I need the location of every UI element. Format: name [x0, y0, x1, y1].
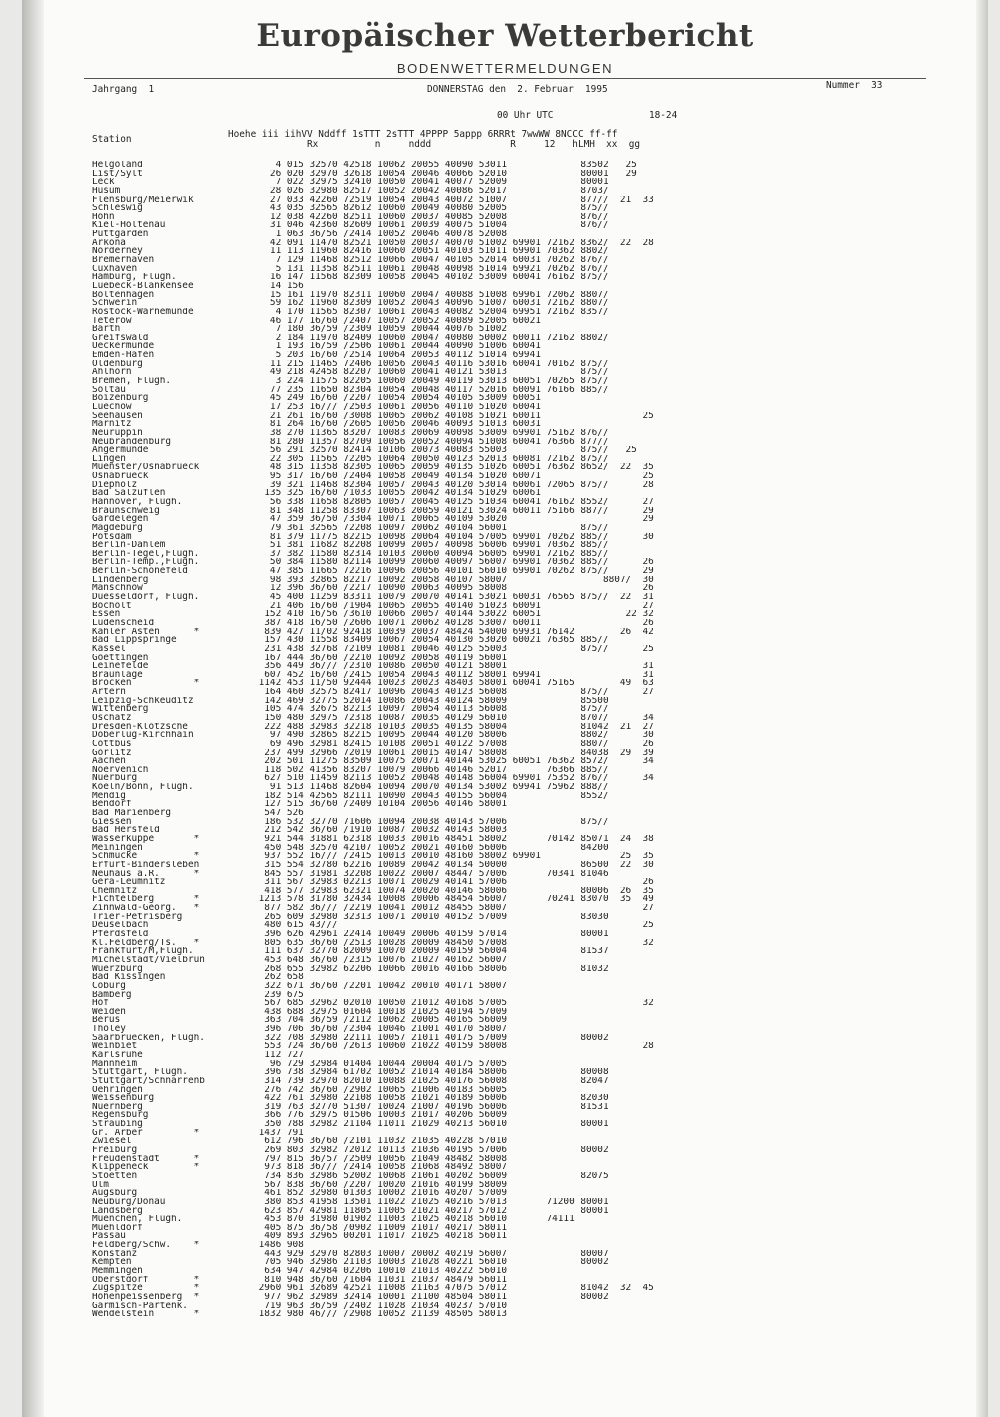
observation-row: 719 963 36/59 /2402 11028 21034 40237 57010 — [253, 1301, 507, 1311]
station-column-header: Station — [92, 134, 132, 145]
station-name: Klippeneck * — [92, 1163, 200, 1172]
observation-row: 95 317 16/60 /2404 10058 20049 40134 51020 60071 25 — [253, 472, 654, 481]
station-name: Koeln/Bonn, Flugh. — [92, 783, 194, 792]
observation-row: 96 729 32984 01404 10044 20004 40175 57005 — [253, 1059, 507, 1069]
observation-row: 22 305 11565 72205 10064 20050 40123 52013 60081 72162 875// — [253, 454, 609, 464]
title-rule — [84, 78, 926, 79]
observation-row: 56 338 11658 82805 10057 20045 40125 51034 60041 76162 8552/ 27 — [253, 497, 654, 507]
station-name: Kassel — [92, 644, 126, 654]
station-name: Bremerhaven — [92, 256, 155, 265]
observation-row: 135 325 16/60 /1033 10055 20042 40134 51029 60061 — [253, 489, 541, 498]
observation-row: 21 406 16/60 /1904 10065 20055 40140 51023 60091 27 — [253, 601, 654, 611]
station-name: Manschnow — [92, 584, 143, 594]
station-name: Bad Salzuflen — [92, 489, 166, 498]
observation-row: 567 838 36/60 /2207 10020 21016 40199 58009 — [253, 1180, 507, 1190]
station-name: Goettingen — [92, 653, 149, 663]
station-name: Pferdsfeld — [92, 930, 149, 939]
observation-row: 16 147 11568 82309 10058 20045 40102 53009 60041 76162 875// — [253, 273, 609, 282]
observation-row: 69 496 32981 82415 10108 20051 40122 57008 8807/ 26 — [253, 739, 654, 749]
observation-row: 42 091 11470 82521 10050 20037 40070 51002 69901 72162 8362/ 22 28 — [253, 238, 654, 248]
station-name: Memmingen — [92, 1267, 143, 1276]
observation-row: 607 452 16/60 /2415 10054 20043 40112 58001 69941 31 — [253, 670, 654, 680]
station-name: Gr. Arber * — [92, 1128, 200, 1138]
observation-row: 46 177 16/60 /2407 10057 20052 40089 52005 60021 — [253, 316, 541, 326]
station-name: Hamburg, Flugh. — [92, 273, 177, 282]
observation-row: 797 815 36/57 /2509 10056 21049 48482 58008 — [253, 1154, 507, 1164]
station-name: Braunlage — [92, 670, 143, 680]
observation-row: 15 161 11970 82311 10060 20047 40088 51008 69961 72062 8807/ — [253, 290, 609, 300]
station-name: Saarbruecken, Flugh. — [92, 1033, 205, 1043]
station-name: Angermünde — [92, 446, 149, 455]
observation-row: 418 577 32983 62321 10074 20020 40146 58006 80006 26 35 — [253, 886, 654, 896]
observation-row: 627 510 11459 82113 10052 20048 40148 56004 69901 75352 876// 34 — [253, 774, 654, 784]
observation-row: 4 015 32570 42518 10062 20055 40090 53011 83502 25 — [253, 161, 637, 170]
station-name: Seehausen — [92, 411, 143, 421]
observation-row: 973 818 36/// /2414 10058 21068 48492 58007 — [253, 1163, 507, 1172]
binding-spine — [22, 0, 44, 1417]
observation-row: 37 382 11580 82314 10103 20060 40094 56005 69901 72162 885// — [253, 549, 609, 559]
observation-row: 396 738 32984 61702 10052 21014 40184 58006 80008 — [253, 1068, 609, 1077]
observation-row: 12 396 36/60 /2217 10090 20063 40095 58008 26 — [253, 584, 654, 594]
station-name: Straubing — [92, 1120, 143, 1129]
station-name: Hannover, Flugh. — [92, 497, 183, 507]
station-name: Lingen — [92, 454, 126, 464]
observation-row: 14 156 — [253, 281, 304, 291]
observation-row: 1486 908 — [253, 1241, 304, 1250]
observation-row: 311 567 32983 02213 10071 20029 40141 57006 26 — [253, 878, 654, 887]
observation-row: 39 321 11468 82304 10057 20043 40120 53014 60061 72065 875// 28 — [253, 480, 654, 490]
observation-row: 105 474 32675 82213 10097 20054 40113 56008 875// — [253, 705, 609, 714]
observation-row: 49 218 42458 82207 10060 20041 40121 53013 875// — [253, 368, 609, 378]
report-page — [22, 0, 988, 1417]
observation-row: 567 685 32962 02010 10050 21012 40168 57005 32 — [253, 999, 654, 1008]
observation-row: 805 635 36/60 /2513 10028 20009 48450 57008 32 — [253, 938, 654, 948]
station-name: Gera-Leumnitz — [92, 878, 166, 887]
station-name: Kiel-Holtenau — [92, 221, 166, 231]
observation-row: 480 615 43/// 25 — [253, 921, 654, 931]
observation-row: 98 393 32865 82217 10092 20058 40107 58007 8807/ 30 — [253, 575, 654, 585]
observation-row: 152 410 16/56 /3610 10066 20057 40144 53022 60051 22 32 — [253, 610, 654, 619]
report-title: Europäischer Wetterbericht — [256, 18, 754, 54]
station-name: Artern — [92, 688, 126, 697]
observation-row: 5 203 16/60 /2514 10064 20053 40112 51014 69941 — [253, 351, 541, 360]
station-name: Schwerin — [92, 299, 138, 308]
station-name: Erfurt-Bindersleben — [92, 860, 200, 870]
observation-row: 21 261 16/60 /3008 10065 20062 40108 51021 60011 25 — [253, 411, 654, 421]
observation-row: 268 655 32982 62206 10066 20016 40166 58006 81032 — [253, 964, 609, 974]
observation-row: 26 020 32970 32618 10054 20046 40066 52010 80001 29 — [253, 169, 637, 179]
observation-row: 47 359 36/50 /3304 10071 20065 40109 53020 29 — [253, 515, 654, 524]
station-name: Trier-Petrisberg — [92, 912, 183, 922]
observation-row: 7 022 32975 32410 10050 20041 40077 52009 80001 — [253, 178, 609, 187]
observation-row: 450 548 32570 42107 10052 20021 40160 56006 84200 — [253, 843, 609, 853]
station-name: Puttgarden — [92, 230, 149, 239]
station-name: Neuruppin — [92, 428, 143, 438]
station-name: Leipzig-Schkeuditz — [92, 696, 194, 706]
observation-row: 45 249 16/60 /2207 10054 20054 40105 53009 60051 — [253, 394, 541, 403]
observation-row: 396 626 42961 22414 10049 20006 40159 57014 80001 — [253, 930, 609, 939]
observation-row: 5 131 11358 82511 10061 20048 40098 51014 69921 70262 876// — [253, 264, 609, 274]
observation-row: 396 706 36/60 /2304 10046 21001 40170 58007 — [253, 1025, 507, 1034]
station-name: Flensburg/Meierwik — [92, 195, 194, 205]
station-name: Garmisch-Partenk. — [92, 1301, 188, 1311]
observation-row: 56 291 32570 82414 10106 20073 40083 55003 875// 25 — [253, 446, 637, 455]
observation-row: 27 033 42260 72519 10054 20043 40072 51007 877// 21 33 — [253, 195, 654, 205]
station-name: Kempten — [92, 1258, 132, 1267]
observation-row: 31 046 42360 82609 10061 20039 40075 51004 876// — [253, 221, 609, 231]
station-name: Freiburg — [92, 1146, 138, 1155]
observation-row: 262 658 — [253, 973, 304, 982]
station-name: Berlin-Tegel,Flugh. — [92, 549, 200, 559]
observation-row: 937 552 16/// /2415 10013 20010 48160 58002 69901 25 35 — [253, 852, 654, 861]
station-name: Bamberg — [92, 990, 132, 1000]
station-name: Bad Lippspringe — [92, 636, 177, 645]
observation-row: 623 857 42981 11805 11005 21021 40217 57012 80001 — [253, 1206, 609, 1216]
station-name: Diepholz — [92, 480, 138, 490]
station-name: Schmücke * — [92, 852, 200, 861]
observation-row: 237 499 32966 72019 10061 20015 40147 58008 84038 29 39 — [253, 748, 654, 758]
observation-row: 202 501 11275 83509 10075 20071 40144 53025 60051 76362 8572/ 34 — [253, 757, 654, 766]
observation-row: 405 875 36/58 /0902 11009 21017 40217 58011 — [253, 1223, 507, 1233]
station-name: Giessen — [92, 817, 132, 827]
station-name: Görlitz — [92, 748, 132, 758]
station-name: Ahlhorn — [92, 368, 132, 378]
observation-row: 4 170 11565 82307 10061 20043 40082 52004 69951 72162 8357/ — [253, 307, 609, 317]
observation-row: 356 449 36/// /2310 10086 20050 40121 58001 31 — [253, 662, 654, 671]
station-name: Chemnitz — [92, 886, 138, 896]
observation-row: 443 929 32970 82803 10007 20002 40219 56007 80007 — [253, 1249, 609, 1259]
observation-row: 50 384 11580 82114 10099 20060 40097 56007 69901 70362 885// 26 — [253, 558, 654, 568]
station-name: Essen — [92, 610, 121, 619]
station-name: Barth — [92, 325, 121, 334]
station-name: Schleswig — [92, 204, 143, 213]
observation-row: 11 215 11465 72406 10056 20043 40116 53016 60041 70162 875// — [253, 359, 609, 369]
observation-row: 45 400 11259 83311 10079 20070 40141 53021 60031 76565 875// 22 31 — [253, 593, 654, 602]
observation-row: 212 542 36/60 /1910 10087 20032 40143 58003 — [253, 826, 507, 835]
station-name: Lindenberg — [92, 575, 149, 585]
station-name: Wasserkuppe * — [92, 834, 200, 844]
station-name: Oehringen — [92, 1085, 143, 1095]
observation-row: 977 962 32989 32414 10001 21100 48504 58011 80002 — [253, 1292, 609, 1302]
observation-row: 81 280 11357 82709 10056 20052 40094 51008 60041 76366 877// — [253, 437, 609, 447]
station-name: Greifswald — [92, 333, 149, 343]
observation-row: 38 270 11365 83207 10083 20069 40098 53009 69901 75162 876// — [253, 428, 609, 438]
station-name: Zugspitze * — [92, 1284, 200, 1293]
observation-row: 12 038 42260 82511 10060 20037 40085 52008 876// — [253, 212, 609, 222]
observation-row: 97 490 32865 82215 10095 20044 40120 58006 8802/ 30 — [253, 731, 654, 740]
observation-row: 409 893 32965 00201 11017 21025 40218 56011 — [253, 1232, 507, 1242]
station-name: Oldenburg — [92, 359, 143, 369]
station-name: Noervenich — [92, 765, 149, 775]
observation-row: 186 532 32770 71606 10094 20038 40143 57006 875// — [253, 817, 609, 827]
station-name: Wittenberg — [92, 705, 149, 714]
station-name: Wendelstein * — [92, 1310, 200, 1319]
observation-row: 48 315 11358 82305 10065 20059 40135 51026 60051 76362 8652/ 22 35 — [253, 463, 654, 473]
station-name: Berlin-Dahlem — [92, 541, 166, 550]
station-name: Deuselbach — [92, 921, 149, 931]
code-column-header: Hoehe iii iihVV Nddff 1sTTT 2sTTT 4PPPP 5appp 6RRRt 7wwWW 8NCCC ff-ff — [228, 129, 618, 140]
observation-row: 43 035 32565 82612 10060 20049 40080 52005 875// — [253, 204, 609, 213]
station-name: Soltau — [92, 385, 126, 395]
observation-row: 7 180 36/59 /2309 10059 20044 40076 51002 — [253, 325, 507, 334]
observation-row: 118 502 41356 83207 10079 20066 40146 52017 76366 885// — [253, 765, 609, 775]
station-name: Cottbus — [92, 739, 132, 749]
station-name: Bad Marienberg — [92, 809, 172, 818]
station-name: Zwiesel — [92, 1137, 132, 1147]
station-name: Potsdam — [92, 532, 132, 542]
station-name: Stuttgart/Schnarrenb — [92, 1076, 205, 1086]
station-name: Cuxhaven — [92, 264, 138, 274]
station-name: Ueckermünde — [92, 342, 155, 352]
station-name: Oberstdorf * — [92, 1275, 200, 1285]
station-name: Konstanz — [92, 1249, 138, 1259]
station-name: Michelstadt/Vielbrun — [92, 955, 205, 965]
observation-row: 269 803 32982 72012 10113 21036 40195 57006 80002 — [253, 1146, 609, 1155]
observation-row: 634 947 42984 02206 10010 21013 40222 56010 — [253, 1267, 507, 1276]
observation-row: 314 739 32970 82010 10088 21025 40176 56008 82047 — [253, 1076, 609, 1086]
observation-row: 1 193 16/59 /2506 10061 20044 40090 51006 60041 — [253, 342, 541, 352]
observation-row: 319 763 32770 51307 10024 21007 40196 56006 81531 — [253, 1102, 609, 1112]
observation-row: 422 761 32980 22108 10058 21021 40189 56006 82030 — [253, 1094, 609, 1103]
station-name: Lüdenscheid — [92, 618, 155, 628]
issue-number: Nummer 33 — [826, 80, 883, 91]
station-name: Emden-Hafen — [92, 351, 155, 360]
observation-row: 28 026 32980 82517 10052 20042 40086 52017 8703/ — [253, 186, 609, 196]
observation-row: 127 515 36/60 /2409 10104 20056 40146 58001 — [253, 800, 507, 810]
station-name: Doberlug-Kirchhain — [92, 731, 194, 740]
observation-row: 59 162 11960 82309 10052 20043 40096 51007 60031 72162 8807/ — [253, 299, 609, 308]
station-name: Boizenburg — [92, 394, 149, 403]
observation-row: 17 253 16/// /2503 10061 20056 40110 51020 60041 — [253, 402, 541, 412]
station-name: Magdeburg — [92, 523, 143, 533]
station-name: Mannheim — [92, 1059, 138, 1069]
station-name: Kl.Feldberg/Ts. * — [92, 938, 200, 948]
observation-row: 77 235 11650 82304 10054 20048 40117 52016 60091 76166 885// — [253, 385, 609, 395]
station-list — [92, 161, 272, 1319]
observation-row: 81 264 16/60 /2605 10056 20046 40093 51013 60031 — [253, 420, 541, 429]
observation-row: 845 557 31981 32208 10022 20007 48447 57006 70341 81046 — [253, 869, 609, 879]
observation-row: 705 946 32986 21103 10003 21028 40221 56010 80002 — [253, 1258, 609, 1267]
station-name: Muehldorf — [92, 1223, 143, 1233]
station-name: Stuttgart, Flugh. — [92, 1068, 188, 1077]
station-name: Leck — [92, 178, 115, 187]
station-name: Husum — [92, 186, 121, 196]
observation-row: 81 379 11775 82215 10098 20064 40104 57005 69901 70262 885// 30 — [253, 532, 654, 542]
observation-row: 222 488 32983 32218 10103 20035 40135 58004 81042 21 27 — [253, 722, 654, 732]
observation-row: 553 724 36/60 /2613 10060 21022 40159 58008 28 — [253, 1042, 654, 1051]
station-name: Nuernberg — [92, 1102, 143, 1112]
station-name: Fichtelberg * — [92, 895, 200, 905]
observation-row: 142 469 32775 52014 10086 20043 40124 58009 85500 — [253, 696, 609, 706]
station-name: Braunschweig — [92, 506, 160, 516]
observation-row: 1213 578 31780 32434 10008 20006 48454 56007 70241 83070 35 49 — [253, 895, 654, 905]
station-name: Dresden-Klotzsche — [92, 722, 188, 732]
observation-row: 380 853 41958 13501 11022 21025 40216 57013 71200 80001 — [253, 1197, 609, 1207]
station-name: Zinnwald-Georg. * — [92, 904, 200, 913]
station-name: Berlin-Temp.,Flugh. — [92, 558, 200, 568]
station-name: Bad Kissingen — [92, 973, 166, 982]
observation-row: 2 184 11970 82409 10060 20047 40080 50002 60011 72162 8802/ — [253, 333, 609, 343]
station-name: Norderney — [92, 247, 143, 257]
observation-row: 1437 791 — [253, 1128, 304, 1138]
station-name: Neuhaus a.R. * — [92, 869, 200, 879]
station-name: Leinefelde — [92, 662, 149, 671]
station-name: Aachen — [92, 757, 126, 766]
station-name: Augsburg — [92, 1189, 138, 1198]
observation-row: 547 526 — [253, 809, 304, 818]
observation-row: 11 113 11960 82416 10060 20051 40103 51011 69901 70362 8802/ — [253, 247, 609, 257]
observation-row: 734 836 32986 52002 10068 21061 40202 56009 82075 — [253, 1171, 609, 1181]
station-name: Bendorf — [92, 800, 132, 810]
station-name: Muenster/Osnabrueck — [92, 463, 200, 473]
station-name: Luechow — [92, 402, 132, 412]
observation-row: 239 675 — [253, 990, 304, 1000]
station-name: Tholey — [92, 1025, 126, 1034]
observation-row: 363 704 36/59 /2112 10062 20005 40165 56009 — [253, 1016, 507, 1026]
observation-row: 1142 453 11/50 92444 10023 20023 48403 58001 60041 75165 49 63 — [253, 679, 654, 689]
station-name: Brocken * — [92, 679, 200, 689]
observation-time: 00 Uhr UTC — [497, 110, 554, 121]
station-name: Duesseldorf, Flugh. — [92, 593, 200, 602]
observation-row: 1 063 36/56 /2414 10052 20046 40078 52008 — [253, 230, 507, 239]
station-name: Coburg — [92, 981, 126, 991]
observation-row: 276 742 36/60 /2902 10065 21006 40183 56005 — [253, 1085, 507, 1095]
observation-row: 2960 961 32689 42521 11008 21163 47075 57012 81042 32 45 — [253, 1284, 654, 1293]
observation-row: 315 554 32780 62216 10089 20042 40134 50000 86500 22 30 — [253, 860, 654, 870]
station-name: Luebeck-Blankensee — [92, 281, 194, 291]
observation-row: 877 582 36/// /2219 10041 20012 48455 58007 27 — [253, 904, 654, 913]
report-subtitle: BODENWETTERMELDUNGEN — [396, 61, 614, 76]
observation-row: 112 727 — [253, 1050, 304, 1060]
station-name: Mendig — [92, 791, 126, 801]
station-name: Rostock-Warnemünde — [92, 307, 194, 317]
observation-row: 366 776 32975 01506 10003 21017 40206 56009 — [253, 1111, 507, 1121]
observation-row: 79 361 32565 72208 10097 20062 40104 56001 875// — [253, 523, 609, 533]
observation-row: 111 637 32770 82009 10070 20009 40159 56004 81537 — [253, 947, 609, 956]
observation-row: 921 544 31881 62318 10033 20016 48451 58002 70142 85071 24 38 — [253, 834, 654, 844]
jahrgang-label: Jahrgang 1 — [92, 84, 155, 95]
observation-row: 322 708 32980 22111 10057 21011 40175 57009 80002 — [253, 1033, 609, 1043]
station-name: Weinbiet — [92, 1042, 138, 1051]
station-name: Osnabrueck — [92, 472, 149, 481]
observation-row: 167 444 36/60 /2210 10092 20058 40119 56001 — [253, 653, 507, 663]
station-name: Stoetten — [92, 1171, 138, 1181]
observation-row: 453 648 36/60 /2315 10076 21027 40162 56007 — [253, 955, 507, 965]
observation-row: 3 224 11575 82205 10060 20049 40119 53013 60051 70265 875// — [253, 377, 609, 386]
station-name: Helgoland — [92, 161, 143, 170]
station-name: Berus — [92, 1016, 121, 1026]
time-range: 18-24 — [649, 110, 678, 121]
observation-row: 150 480 32975 72318 10087 20035 40129 56010 8707/ 34 — [253, 714, 654, 723]
issue-date: DONNERSTAG den 2. Februar 1995 — [427, 84, 608, 95]
station-name: Neubrandenburg — [92, 437, 172, 447]
station-name: Gardelegen — [92, 515, 149, 524]
observation-row: 612 796 36/60 /2101 11032 21035 40228 57010 — [253, 1137, 507, 1147]
station-name: Frankfurt/M,Flugh. — [92, 947, 194, 956]
observation-row: 461 852 32980 01303 10002 21016 40207 57009 — [253, 1189, 507, 1198]
station-name: Bremen, Flugh. — [92, 377, 172, 386]
station-name: Bad Hersfeld — [92, 826, 160, 835]
station-name: Hohenpeissenberg * — [92, 1292, 200, 1302]
observation-row: 438 688 32975 01604 10018 21025 40194 57009 — [253, 1007, 507, 1017]
station-name: Weissenburg — [92, 1094, 155, 1103]
station-name: Berlin-Schönefeld — [92, 567, 188, 576]
station-name: Passau — [92, 1232, 126, 1242]
station-name: Freudenstadt * — [92, 1154, 200, 1164]
code-column-subheader: Rx n nddd R 12 hLMH xx gg — [228, 139, 641, 150]
observation-row: 810 948 36/60 /1604 11031 21037 48479 56011 — [253, 1275, 507, 1285]
station-name: Karlsruhe — [92, 1050, 143, 1060]
station-name: Hof — [92, 999, 109, 1008]
station-name: Boltenhagen — [92, 290, 155, 300]
page-edge — [976, 0, 988, 1417]
station-name: Marnitz — [92, 420, 132, 429]
station-name: Ulm — [92, 1180, 109, 1190]
station-name: Arkona — [92, 238, 126, 248]
observation-row: 81 348 11258 83307 10063 20059 40121 53024 60011 75166 887// 29 — [253, 506, 654, 516]
station-name: Regensburg — [92, 1111, 149, 1121]
observation-row: 51 381 11682 82208 10099 20057 40098 56006 69901 70362 885// — [253, 541, 609, 550]
observation-row: 453 870 31980 01902 11003 21025 40218 56010 74111 — [253, 1215, 575, 1224]
station-name: Meiningen — [92, 843, 143, 853]
station-name: Bocholt — [92, 601, 132, 611]
station-name: Oschatz — [92, 714, 132, 723]
station-name: Wuerzburg — [92, 964, 143, 974]
observation-row: 265 609 32980 32313 10071 20010 40152 57009 83030 — [253, 912, 609, 922]
observation-row: 7 129 11468 82512 10066 20047 40105 52014 60031 70262 876// — [253, 256, 609, 265]
observation-row: 231 438 32768 72109 10081 20046 40125 55003 875// 25 — [253, 644, 654, 654]
station-name: Teterow — [92, 316, 132, 326]
observation-row: 839 427 11/02 92418 10039 20037 48424 54000 69931 76142 26 42 — [253, 627, 654, 637]
station-name: Hohn — [92, 212, 115, 222]
station-name: Weiden — [92, 1007, 126, 1017]
station-name: Landsberg — [92, 1206, 143, 1216]
observation-row: 164 460 32575 82417 10096 20043 40123 56008 875// 27 — [253, 688, 654, 697]
station-name: Nuerburg — [92, 774, 138, 784]
observation-row: 47 385 11665 72216 10096 20056 40101 56010 69901 70262 875// 29 — [253, 567, 654, 576]
observation-row: 182 514 42565 82111 10090 20043 40155 56004 8552/ — [253, 791, 609, 801]
station-name: Kahler Asten * — [92, 627, 200, 637]
station-name: Feldberg/Schw. * — [92, 1241, 200, 1250]
observation-row: 157 430 11558 83409 10067 20054 40130 53020 60021 76365 885// — [253, 636, 609, 645]
observation-row: 91 513 11468 82604 10094 20070 40134 53002 69941 75962 888// — [253, 783, 609, 792]
observation-row: 350 788 32982 21104 11011 21029 40213 56010 80001 — [253, 1120, 609, 1129]
observation-row: 322 671 36/60 /2201 10042 20010 40171 58007 — [253, 981, 507, 991]
observation-row: 387 418 16/50 /2606 10071 20062 40128 53007 60011 26 — [253, 618, 654, 628]
observation-row: 1832 980 46/// /2908 10052 21139 48505 58013 — [253, 1310, 507, 1319]
observation-rows — [253, 161, 813, 1319]
station-name: List/Sylt — [92, 169, 143, 179]
station-name: Muenchen, Flugh. — [92, 1215, 183, 1224]
station-name: Neuburg/Donau — [92, 1197, 166, 1207]
